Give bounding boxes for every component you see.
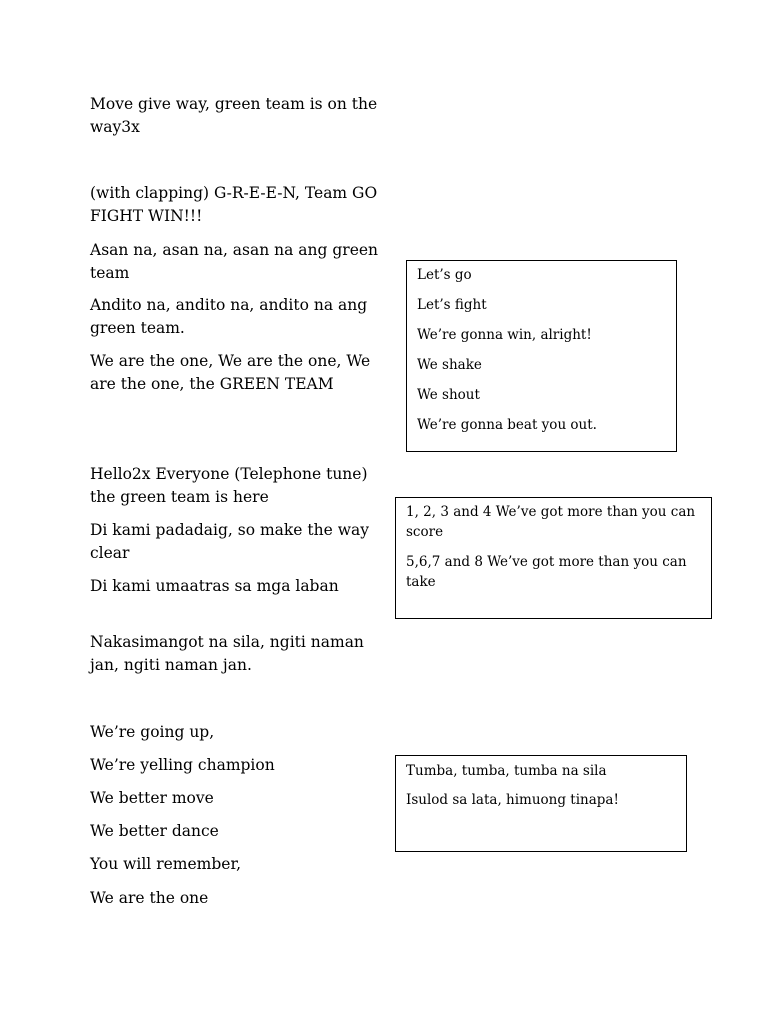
lyric-paragraph: Hello2x Everyone (Telephone tune) the green team is here	[90, 465, 368, 506]
chant-line: We’re gonna win, alright!	[417, 327, 592, 343]
chant-line: We’re gonna beat you out.	[417, 417, 597, 433]
chant-line: We shout	[417, 387, 480, 403]
lyric-paragraph: We are the one, We are the one, We are the one, the GREEN TEAM	[90, 352, 371, 393]
lyric-paragraph: Asan na, asan na, asan na ang green team	[90, 241, 379, 282]
lyric-paragraph: Di kami umaatras sa mga laban	[90, 577, 339, 595]
chant-box	[395, 755, 687, 852]
lyric-line: You will remember,	[90, 855, 242, 873]
lyric-line: We are the one	[90, 889, 209, 907]
chant-line: Let’s go	[417, 267, 472, 283]
chant-line: We shake	[417, 357, 482, 373]
chant-line: Isulod sa lata, himuong tinapa!	[406, 792, 619, 808]
chant-box	[395, 497, 712, 619]
lyric-line: We’re going up,	[90, 723, 215, 741]
lyric-paragraph: (with clapping) G-R-E-E-N, Team GO FIGHT WIN!!!	[90, 184, 378, 225]
lyric-line: We better move	[90, 789, 214, 807]
chant-line: 1, 2, 3 and 4 We’ve got more than you can score	[406, 504, 696, 540]
lyric-line: We better dance	[90, 822, 219, 840]
chant-line: Let’s fight	[417, 297, 487, 313]
chant-line: Tumba, tumba, tumba na sila	[406, 763, 607, 779]
chant-line: 5,6,7 and 8 We’ve got more than you can take	[406, 554, 687, 590]
lyric-paragraph: Di kami padadaig, so make the way clear	[90, 521, 369, 562]
chant-box	[406, 260, 677, 452]
lyric-paragraph: Move give way, green team is on the way3x	[90, 95, 378, 136]
lyric-line: We’re yelling champion	[90, 756, 275, 774]
lyric-paragraph: Andito na, andito na, andito na ang green team.	[90, 296, 368, 337]
lyric-paragraph: Nakasimangot na sila, ngiti naman jan, ngiti naman jan.	[90, 633, 364, 674]
